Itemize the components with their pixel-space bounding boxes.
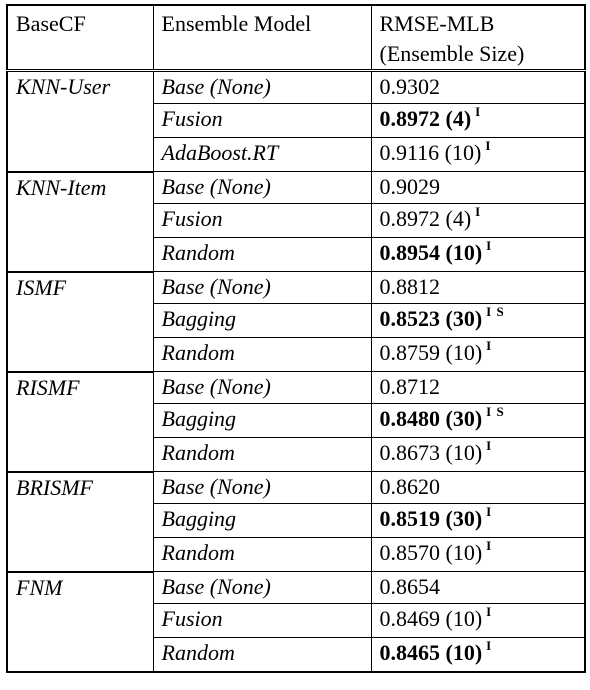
significance-marker: I bbox=[486, 338, 493, 353]
table-row bbox=[7, 71, 585, 104]
rmse-value: 0.8465 (10) bbox=[379, 640, 483, 665]
significance-marker: I bbox=[486, 638, 493, 653]
ensemble-model-cell: Random bbox=[153, 338, 371, 372]
table-header bbox=[7, 5, 585, 71]
header-basecf: BaseCF bbox=[7, 5, 153, 71]
ensemble-model-cell: Base (None) bbox=[153, 372, 371, 404]
rmse-value: 0.8812 bbox=[379, 274, 440, 299]
ensemble-model-cell: Random bbox=[153, 238, 371, 272]
rmse-cell bbox=[371, 238, 585, 272]
ensemble-model-cell: Fusion bbox=[153, 204, 371, 238]
rmse-cell bbox=[371, 71, 585, 104]
rmse-value: 0.8519 (30) bbox=[379, 506, 483, 531]
header-row bbox=[7, 5, 585, 71]
significance-marker: I bbox=[486, 238, 493, 253]
header-rmse-line1: RMSE-MLB bbox=[379, 11, 495, 36]
ensemble-model-cell: Random bbox=[153, 538, 371, 572]
significance-marker: I bbox=[486, 504, 493, 519]
ensemble-model-cell: Bagging bbox=[153, 504, 371, 538]
rmse-value: 0.8972 (4) bbox=[379, 206, 472, 231]
rmse-cell bbox=[371, 272, 585, 304]
results-table bbox=[6, 4, 586, 673]
rmse-value: 0.8570 (10) bbox=[379, 540, 483, 565]
rmse-value: 0.8654 bbox=[379, 574, 440, 599]
significance-marker: I bbox=[475, 204, 482, 219]
ensemble-model-cell: Bagging bbox=[153, 304, 371, 338]
rmse-cell bbox=[371, 438, 585, 472]
ensemble-model-cell: Base (None) bbox=[153, 572, 371, 604]
rmse-value: 0.8469 (10) bbox=[379, 606, 483, 631]
ensemble-model-cell: Base (None) bbox=[153, 172, 371, 204]
basecf-cell: RISMF bbox=[7, 372, 153, 472]
ensemble-model-cell: Base (None) bbox=[153, 272, 371, 304]
significance-marker: I S bbox=[486, 404, 505, 419]
rmse-cell bbox=[371, 172, 585, 204]
rmse-cell bbox=[371, 572, 585, 604]
header-ensemble-model: Ensemble Model bbox=[153, 5, 371, 71]
rmse-value: 0.8712 bbox=[379, 374, 440, 399]
header-rmse-line2: (Ensemble Size) bbox=[379, 41, 525, 66]
table-row bbox=[7, 472, 585, 504]
ensemble-model-cell: Base (None) bbox=[153, 71, 371, 104]
rmse-cell bbox=[371, 472, 585, 504]
rmse-cell bbox=[371, 538, 585, 572]
basecf-cell: FNM bbox=[7, 572, 153, 673]
rmse-value: 0.8620 bbox=[379, 474, 440, 499]
rmse-value: 0.9116 (10) bbox=[379, 140, 482, 165]
rmse-value: 0.9302 bbox=[379, 74, 440, 99]
ensemble-model-cell: Bagging bbox=[153, 404, 371, 438]
table-row bbox=[7, 272, 585, 304]
rmse-cell bbox=[371, 104, 585, 138]
ensemble-model-cell: Fusion bbox=[153, 104, 371, 138]
basecf-cell: KNN-Item bbox=[7, 172, 153, 272]
rmse-value: 0.8954 (10) bbox=[379, 240, 483, 265]
rmse-cell bbox=[371, 604, 585, 638]
ensemble-model-cell: Fusion bbox=[153, 604, 371, 638]
significance-marker: I bbox=[486, 604, 493, 619]
rmse-cell bbox=[371, 138, 585, 172]
rmse-cell bbox=[371, 404, 585, 438]
basecf-cell: BRISMF bbox=[7, 472, 153, 572]
rmse-value: 0.9029 bbox=[379, 174, 440, 199]
significance-marker: I bbox=[486, 438, 493, 453]
rmse-value: 0.8759 (10) bbox=[379, 340, 483, 365]
basecf-cell: KNN-User bbox=[7, 71, 153, 172]
table-body bbox=[7, 71, 585, 673]
significance-marker: I bbox=[485, 138, 492, 153]
rmse-value: 0.8523 (30) bbox=[379, 306, 483, 331]
table-row bbox=[7, 372, 585, 404]
rmse-value: 0.8972 (4) bbox=[379, 106, 472, 131]
rmse-cell bbox=[371, 338, 585, 372]
rmse-value: 0.8480 (30) bbox=[379, 406, 483, 431]
ensemble-model-cell: AdaBoost.RT bbox=[153, 138, 371, 172]
table-row bbox=[7, 172, 585, 204]
significance-marker: I S bbox=[486, 304, 505, 319]
significance-marker: I bbox=[486, 538, 493, 553]
rmse-cell bbox=[371, 638, 585, 673]
table-row bbox=[7, 572, 585, 604]
basecf-cell: ISMF bbox=[7, 272, 153, 372]
ensemble-model-cell: Base (None) bbox=[153, 472, 371, 504]
ensemble-model-cell: Random bbox=[153, 638, 371, 673]
header-rmse bbox=[371, 5, 585, 71]
rmse-cell bbox=[371, 204, 585, 238]
significance-marker: I bbox=[475, 104, 482, 119]
rmse-cell bbox=[371, 504, 585, 538]
ensemble-model-cell: Random bbox=[153, 438, 371, 472]
rmse-cell bbox=[371, 372, 585, 404]
rmse-value: 0.8673 (10) bbox=[379, 440, 483, 465]
rmse-cell bbox=[371, 304, 585, 338]
